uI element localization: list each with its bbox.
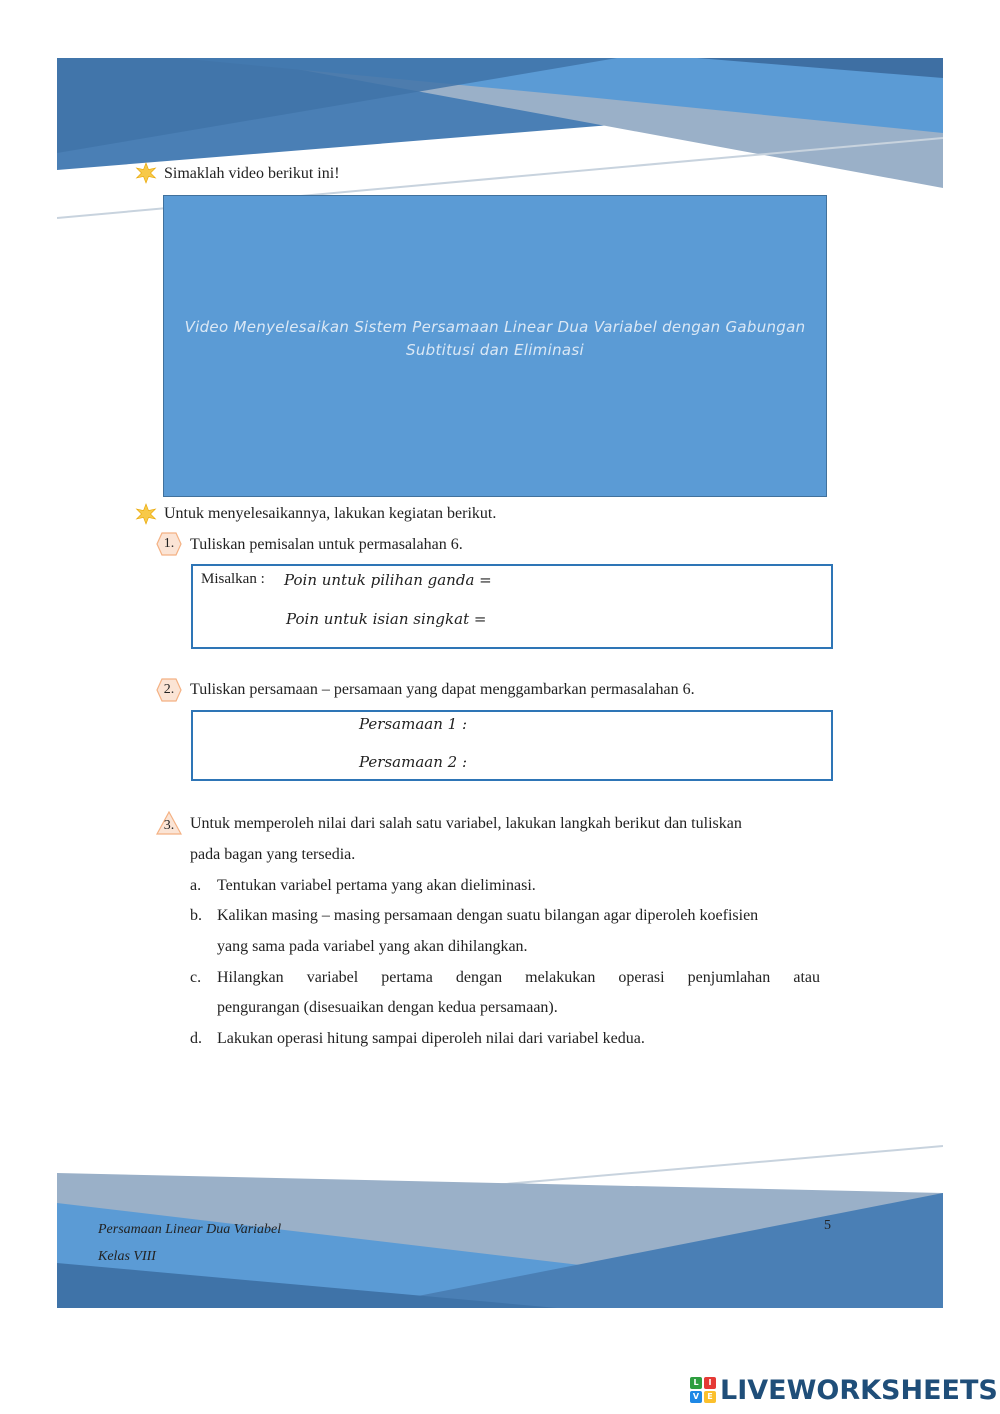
task1-text: Tuliskan pemisalan untuk permasalahan 6. <box>190 536 463 553</box>
video-instruction: Simaklah video berikut ini! <box>164 165 340 182</box>
task-number-badge <box>156 532 182 556</box>
footer-title: Persamaan Linear Dua Variabel <box>98 1222 282 1237</box>
step-b-text-2: yang sama pada variabel yang akan dihilangkan. <box>217 938 528 955</box>
video-player[interactable] <box>163 195 827 497</box>
logo-letter: V <box>690 1391 702 1403</box>
task3-text-line1: Untuk memperoleh nilai dari salah satu variabel, lakukan langkah berikut dan tuliskan <box>190 815 742 832</box>
activity-instruction: Untuk menyelesaikannya, lakukan kegiatan berikut. <box>164 505 497 522</box>
task3-text-line2: pada bagan yang tersedia. <box>190 846 356 863</box>
step-d-text: Lakukan operasi hitung sampai diperoleh nilai dari variabel kedua. <box>217 1030 645 1047</box>
star-bullet-icon <box>135 503 157 525</box>
task-number: 3. <box>163 818 175 833</box>
equation-2-label: Persamaan 2 : <box>359 753 468 771</box>
task-number-badge <box>156 678 182 702</box>
logo-letter: I <box>704 1377 716 1389</box>
brand-name: LIVEWORKSHEETS <box>720 1374 998 1406</box>
page-number: 5 <box>824 1218 831 1233</box>
task1-variable-1: Poin untuk pilihan ganda = <box>284 571 492 589</box>
step-letter-b: b. <box>190 907 202 924</box>
task2-text: Tuliskan persamaan – persamaan yang dapat menggambarkan permasalahan 6. <box>190 681 695 698</box>
task1-variable-2: Poin untuk isian singkat = <box>286 610 487 628</box>
task-number: 2. <box>163 682 175 697</box>
logo-letter: L <box>690 1377 702 1389</box>
task2-answer-box[interactable] <box>191 710 833 781</box>
liveworksheets-logo-icon <box>690 1377 716 1403</box>
step-c-text-1: Hilangkan variabel pertama dengan melakukan operasi penjumlahan atau <box>217 969 820 986</box>
step-b-text-1: Kalikan masing – masing persamaan dengan suatu bilangan agar diperoleh koefisien <box>217 907 759 924</box>
step-letter-d: d. <box>190 1030 202 1047</box>
task1-label: Misalkan : <box>201 571 265 587</box>
logo-letter: E <box>704 1391 716 1403</box>
step-a-text: Tentukan variabel pertama yang akan dieliminasi. <box>217 877 536 894</box>
task-number-badge <box>156 811 182 835</box>
step-c-text-2: pengurangan (disesuaikan dengan kedua persamaan). <box>217 999 558 1016</box>
star-bullet-icon <box>135 162 157 184</box>
equation-1-label: Persamaan 1 : <box>359 715 468 733</box>
video-caption: Video Menyelesaikan Sistem Persamaan Linear Dua Variabel dengan Gabungan Subtitusi dan Eliminasi <box>184 318 806 359</box>
task1-answer-box[interactable] <box>191 564 833 649</box>
liveworksheets-brand[interactable] <box>690 1374 998 1406</box>
step-letter-a: a. <box>190 877 202 894</box>
step-letter-c: c. <box>190 969 202 986</box>
footer-grade: Kelas VIII <box>98 1249 156 1264</box>
task-number: 1. <box>163 536 175 551</box>
worksheet-page <box>57 58 943 1308</box>
